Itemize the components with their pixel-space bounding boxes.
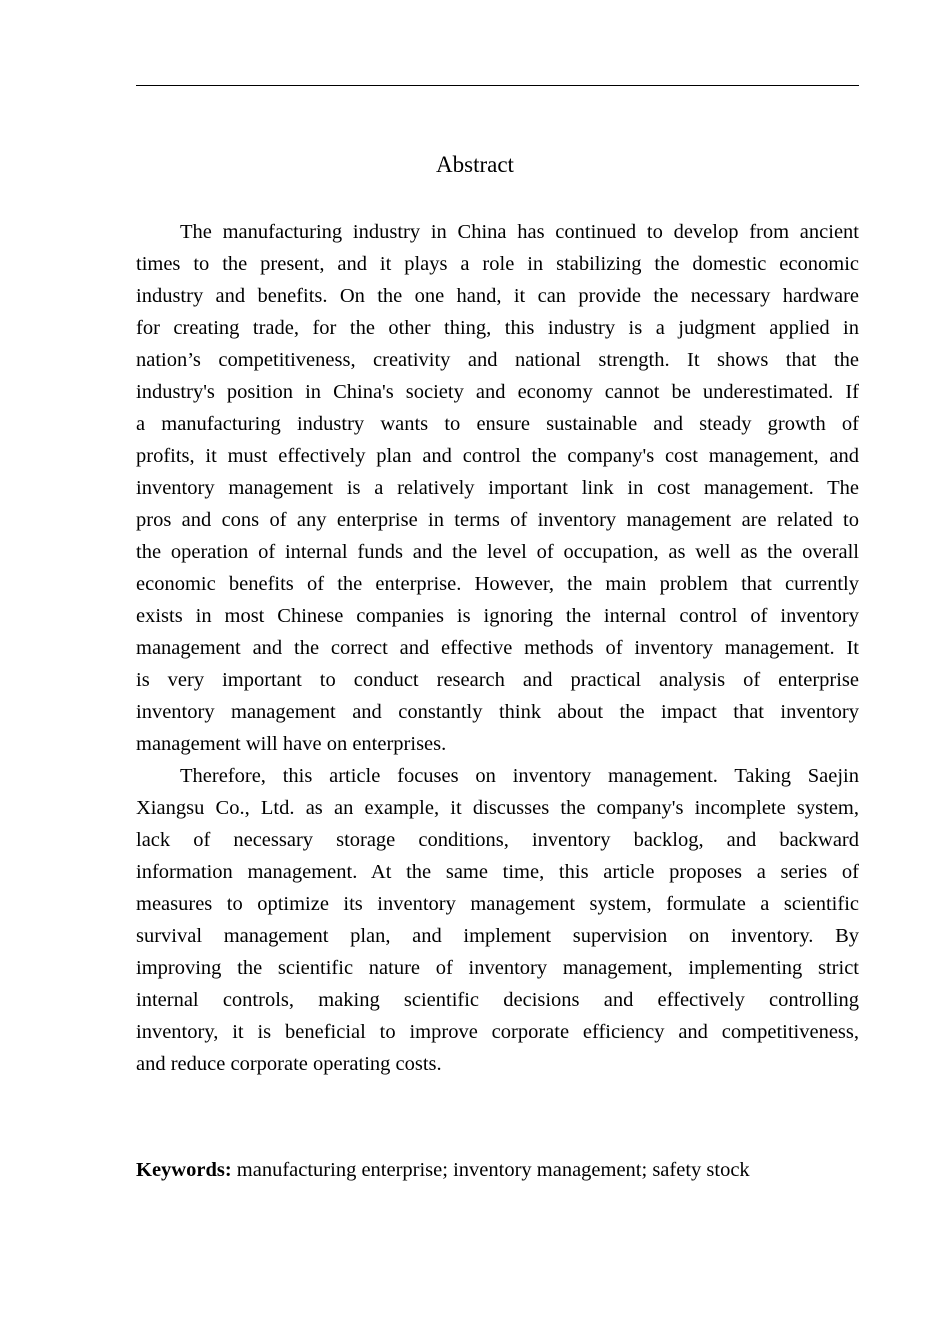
text-line: internal controls, making scientific decisions and effectively controlling bbox=[136, 989, 859, 1011]
paragraph bbox=[136, 760, 859, 1080]
text-line: management and the correct and effective methods of inventory management. It bbox=[136, 637, 859, 659]
keywords-value: manufacturing enterprise; inventory management; safety stock bbox=[231, 1159, 750, 1181]
text-line: management will have on enterprises. bbox=[136, 733, 447, 755]
text-line: exists in most Chinese companies is ignoring the internal control of inventory bbox=[136, 605, 859, 627]
text-line: The manufacturing industry in China has continued to develop from ancient bbox=[180, 221, 859, 243]
text-line: lack of necessary storage conditions, inventory backlog, and backward bbox=[136, 829, 859, 851]
abstract-body bbox=[136, 216, 859, 1080]
text-line: for creating trade, for the other thing, this industry is a judgment applied in bbox=[136, 317, 859, 339]
keywords-label: Keywords: bbox=[136, 1159, 232, 1181]
text-line: inventory management and constantly think about the impact that inventory bbox=[136, 701, 859, 723]
text-line: measures to optimize its inventory management system, formulate a scientific bbox=[136, 893, 859, 915]
text-line: a manufacturing industry wants to ensure sustainable and steady growth of bbox=[136, 413, 859, 435]
text-line: nation’s competitiveness, creativity and national strength. It shows that the bbox=[136, 349, 859, 371]
text-line: the operation of internal funds and the level of occupation, as well as the overall bbox=[136, 541, 859, 563]
text-line: inventory management is a relatively important link in cost management. The bbox=[136, 477, 859, 499]
text-line: survival management plan, and implement supervision on inventory. By bbox=[136, 925, 859, 947]
text-line: and reduce corporate operating costs. bbox=[136, 1053, 442, 1075]
text-line: is very important to conduct research and practical analysis of enterprise bbox=[136, 669, 859, 691]
text-line: times to the present, and it plays a role in stabilizing the domestic economic bbox=[136, 253, 859, 275]
abstract-title: Abstract bbox=[436, 152, 514, 177]
paragraph bbox=[136, 216, 859, 760]
keywords bbox=[136, 1154, 750, 1186]
text-line: Xiangsu Co., Ltd. as an example, it discusses the company's incomplete system, bbox=[136, 797, 859, 819]
text-line: inventory, it is beneficial to improve corporate efficiency and competitiveness, bbox=[136, 1021, 859, 1043]
text-line: improving the scientific nature of inventory management, implementing strict bbox=[136, 957, 859, 979]
text-line: profits, it must effectively plan and control the company's cost management, and bbox=[136, 445, 859, 467]
text-line: industry and benefits. On the one hand, it can provide the necessary hardware bbox=[136, 285, 859, 307]
text-line: industry's position in China's society and economy cannot be underestimated. If bbox=[136, 381, 859, 403]
text-line: Therefore, this article focuses on inventory management. Taking Saejin bbox=[180, 765, 859, 787]
header-rule bbox=[136, 85, 859, 86]
text-line: pros and cons of any enterprise in terms of inventory management are related to bbox=[136, 509, 859, 531]
text-line: economic benefits of the enterprise. However, the main problem that currently bbox=[136, 573, 859, 595]
text-line: information management. At the same time, this article proposes a series of bbox=[136, 861, 859, 883]
